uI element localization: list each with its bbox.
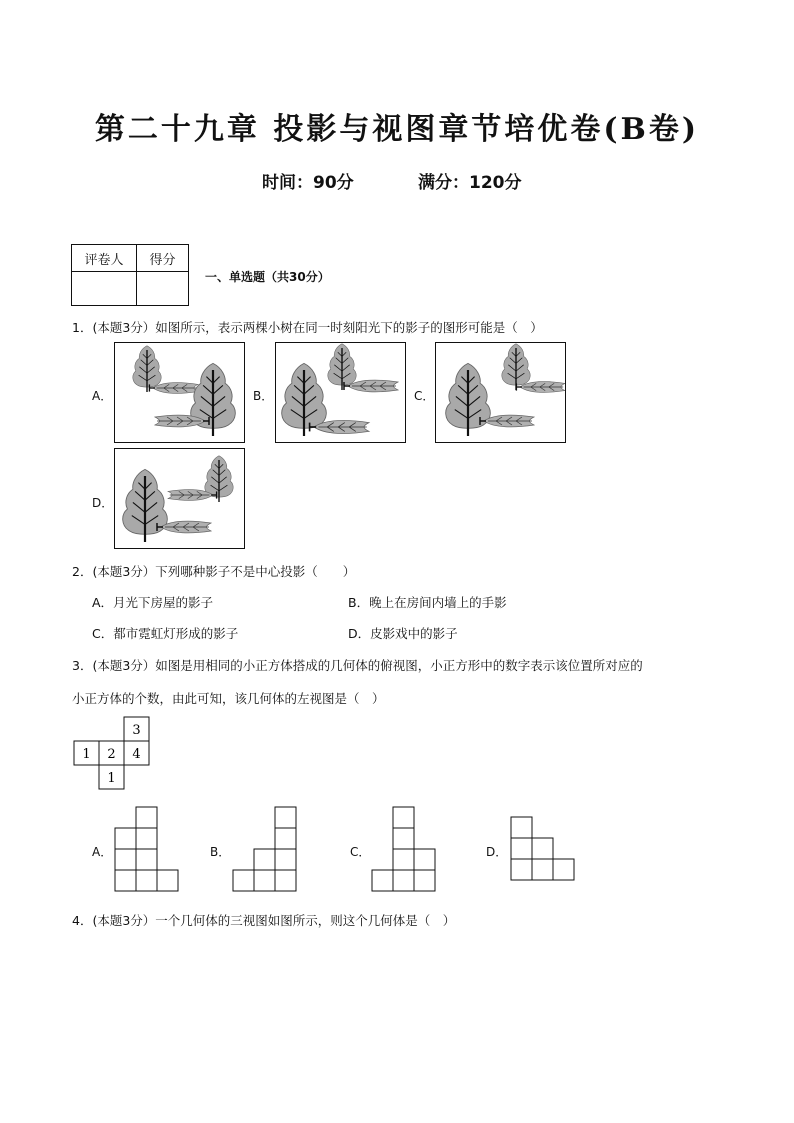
q1-label-a: A． xyxy=(92,389,113,403)
grid-number-center: 2 xyxy=(107,747,116,762)
grid-number-right: 4 xyxy=(132,747,141,762)
q2-option-a[interactable]: A．月光下房屋的影子 xyxy=(92,595,214,610)
q1-option-a-image[interactable] xyxy=(114,342,245,443)
score-table-header-score: 得分 xyxy=(137,245,189,272)
q3-option-d-image[interactable] xyxy=(510,816,578,882)
time-label: 时间：90分 xyxy=(262,173,354,193)
page-title: 第二十九章 投影与视图章节培优卷(B卷) xyxy=(94,112,700,147)
q2-option-c[interactable]: C．都市霓虹灯形成的影子 xyxy=(92,626,239,641)
question-2: 2．(本题3分）下列哪种影子不是中心投影（ ） xyxy=(72,564,356,579)
q1-label-b: B． xyxy=(253,389,274,403)
score-table-cell-score[interactable] xyxy=(137,272,189,306)
grid-number-top: 3 xyxy=(132,723,141,738)
q2-option-d[interactable]: D．皮影戏中的影子 xyxy=(348,626,458,641)
q3-top-view-grid xyxy=(72,716,152,792)
q2-option-b[interactable]: B．晚上在房间内墙上的手影 xyxy=(348,595,507,610)
question-4: 4．(本题3分）一个几何体的三视图如图所示，则这个几何体是（ ） xyxy=(72,913,456,928)
q3-option-b-image[interactable] xyxy=(232,806,300,892)
q3-label-b: B． xyxy=(210,845,231,859)
q1-option-c-image[interactable] xyxy=(435,342,566,443)
question-3-line-1: 3．(本题3分）如图是用相同的小正方体搭成的几何体的俯视图，小正方形中的数字表示该位置所对应的 xyxy=(72,658,643,673)
q3-label-c: C． xyxy=(350,845,371,859)
score-table-header-grader: 评卷人 xyxy=(72,245,137,272)
q3-label-d: D． xyxy=(486,845,508,859)
question-3-line-2: 小正方体的个数，由此可知，该几何体的左视图是（ ） xyxy=(72,691,385,706)
score-table xyxy=(71,244,189,306)
q3-option-a-image[interactable] xyxy=(114,806,182,892)
score-table-cell-grader[interactable] xyxy=(72,272,137,306)
q1-option-b-image[interactable] xyxy=(275,342,406,443)
section-heading: 一、单选题（共30分） xyxy=(205,270,330,284)
q1-label-c: C． xyxy=(414,389,435,403)
q1-option-d-image[interactable] xyxy=(114,448,245,549)
grid-number-left: 1 xyxy=(82,747,91,762)
q3-option-c-image[interactable] xyxy=(371,806,439,892)
question-1: 1．(本题3分）如图所示，表示两棵小树在同一时刻阳光下的影子的图形可能是（ ） xyxy=(72,320,543,335)
grid-number-bottom: 1 xyxy=(107,771,116,786)
score-label: 满分：120分 xyxy=(418,173,522,193)
q3-label-a: A． xyxy=(92,845,113,859)
q1-label-d: D． xyxy=(92,496,114,510)
